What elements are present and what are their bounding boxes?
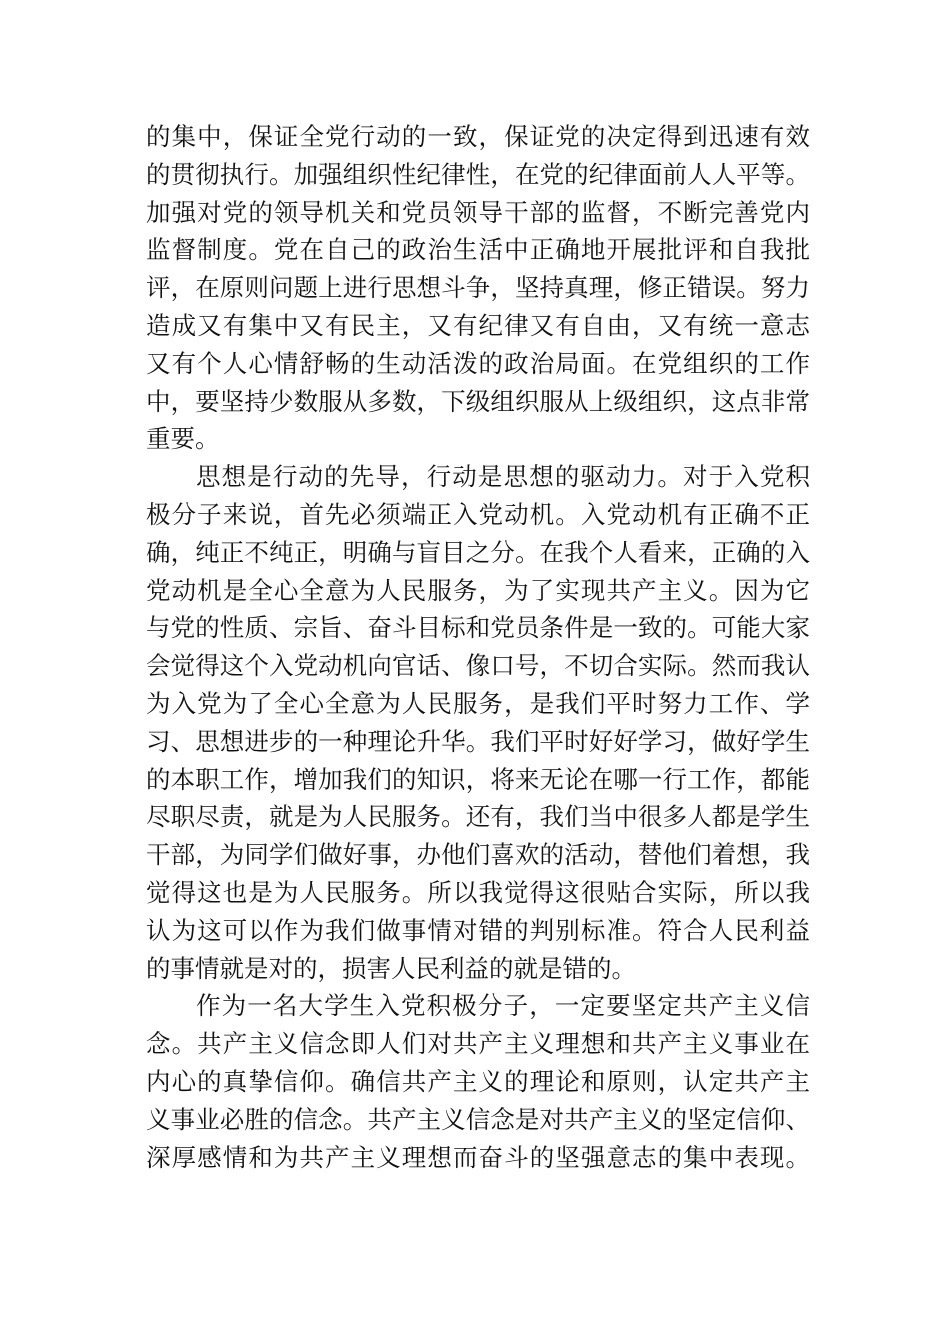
text-line: 评，在原则问题上进行思想斗争，坚持真理，修正错误。努力 bbox=[146, 273, 810, 303]
text-line: 与党的性质、宗旨、奋斗目标和党员条件是一致的。可能大家 bbox=[146, 613, 810, 643]
text-line: 中，要坚持少数服从多数，下级组织服从上级组织，这点非常 bbox=[146, 386, 810, 416]
text-line: 为入党为了全心全意为人民服务，是我们平时努力工作、学 bbox=[146, 688, 810, 718]
text-line: 又有个人心情舒畅的生动活泼的政治局面。在党组织的工作 bbox=[146, 348, 810, 378]
text-line: 习、思想进步的一种理论升华。我们平时好好学习，做好学生 bbox=[146, 726, 810, 756]
text-line: 造成又有集中又有民主，又有纪律又有自由，又有统一意志 bbox=[146, 310, 810, 340]
paragraph-1 bbox=[146, 118, 810, 458]
text-line: 的事情就是对的，损害人民利益的就是错的。 bbox=[146, 953, 636, 983]
text-line: 认为这可以作为我们做事情对错的判别标准。符合人民利益 bbox=[146, 915, 810, 945]
text-line: 会觉得这个入党动机向官话、像口号，不切合实际。然而我认 bbox=[146, 651, 810, 681]
text-line: 确，纯正不纯正，明确与盲目之分。在我个人看来，正确的入 bbox=[146, 537, 810, 567]
paragraph-3 bbox=[146, 987, 810, 1176]
text-line: 作为一名大学生入党积极分子，一定要坚定共产主义信 bbox=[196, 991, 810, 1021]
text-line: 思想是行动的先导，行动是思想的驱动力。对于入党积 bbox=[196, 462, 810, 492]
text-line: 义事业必胜的信念。共产主义信念是对共产主义的坚定信仰、 bbox=[146, 1104, 810, 1134]
paragraph-2 bbox=[146, 458, 810, 987]
text-line: 的贯彻执行。加强组织性纪律性，在党的纪律面前人人平等。 bbox=[146, 159, 810, 189]
text-line: 觉得这也是为人民服务。所以我觉得这很贴合实际，所以我 bbox=[146, 877, 810, 907]
text-line: 加强对党的领导机关和党员领导干部的监督，不断完善党内 bbox=[146, 197, 810, 227]
text-line: 极分子来说，首先必须端正入党动机。入党动机有正确不正 bbox=[146, 499, 810, 529]
text-line: 的集中，保证全党行动的一致，保证党的决定得到迅速有效 bbox=[146, 122, 810, 151]
text-line: 内心的真挚信仰。确信共产主义的理论和原则，认定共产主 bbox=[146, 1066, 810, 1096]
text-line: 的本职工作，增加我们的知识，将来无论在哪一行工作，都能 bbox=[146, 764, 810, 794]
text-line: 监督制度。党在自己的政治生活中正确地开展批评和自我批 bbox=[146, 235, 810, 265]
document-body bbox=[146, 118, 810, 1176]
text-line: 深厚感情和为共产主义理想而奋斗的坚强意志的集中表现。 bbox=[146, 1142, 810, 1172]
text-line: 干部，为同学们做好事，办他们喜欢的活动，替他们着想，我 bbox=[146, 840, 810, 870]
text-line: 党动机是全心全意为人民服务，为了实现共产主义。因为它 bbox=[146, 575, 810, 605]
text-line: 念。共产主义信念即人们对共产主义理想和共产主义事业在 bbox=[146, 1029, 810, 1059]
text-line: 重要。 bbox=[146, 424, 220, 454]
text-line: 尽职尽责，就是为人民服务。还有，我们当中很多人都是学生 bbox=[146, 802, 810, 832]
